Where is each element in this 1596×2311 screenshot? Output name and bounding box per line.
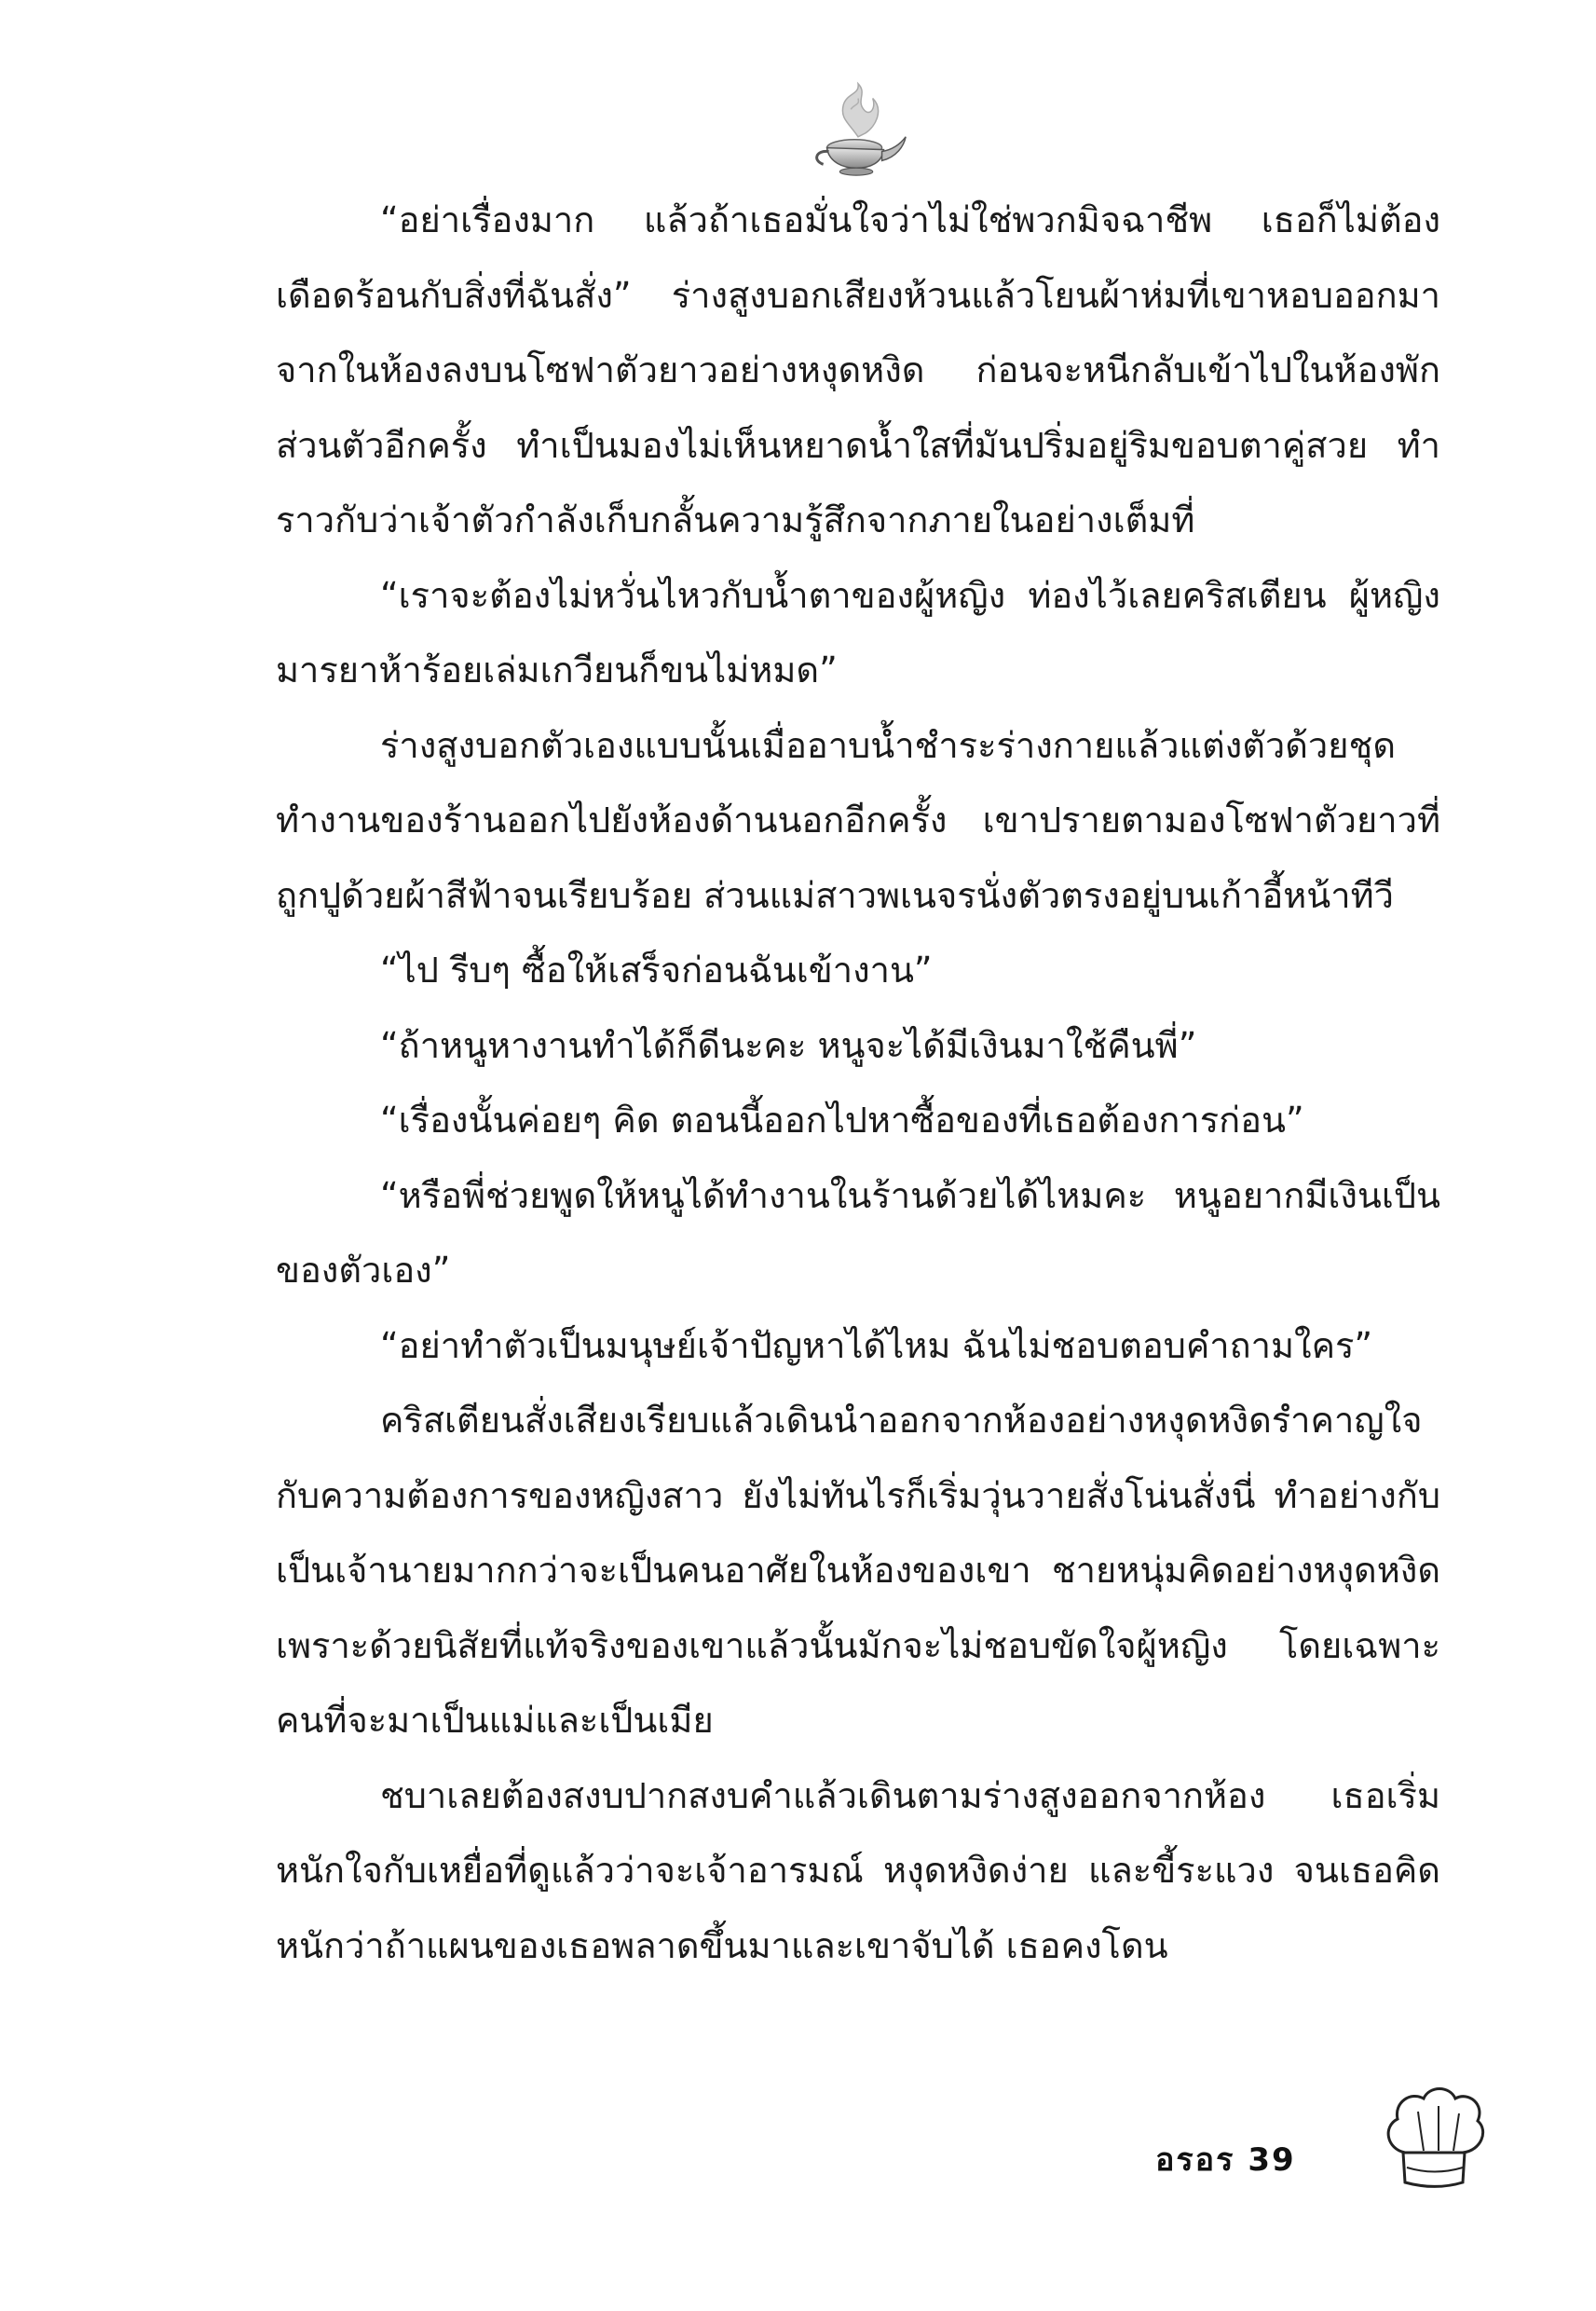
page-number: 39 bbox=[1248, 2141, 1296, 2179]
page-footer bbox=[1155, 2134, 1296, 2184]
chef-hat-icon bbox=[1377, 2078, 1489, 2197]
paragraph: “เราจะต้องไม่หวั่นไหวกับน้ำตาของผู้หญิง ท่องไว้เลยคริสเตียน ผู้หญิงมารยาห้าร้อยเล่มเกวียนก็ขนไม่หมด” bbox=[276, 574, 1440, 691]
paragraph: ร่างสูงบอกตัวเองแบบนั้นเมื่ออาบน้ำชำระร่างกายแล้วแต่งตัวด้วยชุดทำงานของร้านออกไปยังห้องด้านนอกอีกครั้ง เขาปรายตามองโซฟาตัวยาวที่ถูกปูด้วยผ้าสีฟ้าจนเรียบร้อย ส่วนแม่สาวพเนจรนั่งตัวตรงอยู่บนเก้าอี้หน้าทีวี bbox=[276, 724, 1440, 916]
author-name: อรอร bbox=[1155, 2141, 1235, 2179]
paragraph: “ไป รีบๆ ซื้อให้เสร็จก่อนฉันเข้างาน” bbox=[380, 950, 933, 991]
magic-lamp-icon bbox=[803, 73, 913, 183]
paragraph: คริสเตียนสั่งเสียงเรียบแล้วเดินนำออกจากห้องอย่างหงุดหงิดรำคาญใจกับความต้องการของหญิงสาว ยังไม่ทันไรก็เริ่มวุ่นวายสั่งโน่นสั่งนี่ ทำอย่างกับเป็นเจ้านายมากกว่าจะเป็นคนอาศัยในห้องของเขา ชายหนุ่มคิดอย่างหงุดหงิด เพราะด้วยนิสัยที่แท้จริงของเขาแล้วนั้นมักจะไม่ชอบขัดใจผู้หญิง โดยเฉพาะคนที่จะมาเป็นแม่และเป็นเมีย bbox=[276, 1400, 1440, 1741]
paragraph: ชบาเลยต้องสงบปากสงบคำแล้วเดินตามร่างสูงออกจากห้อง เธอเริ่มหนักใจกับเหยื่อที่ดูแล้วว่าจะเจ้าอารมณ์ หงุดหงิดง่าย และขี้ระแวง จนเธอคิดหนักว่าถ้าแผนของเธอพลาดขึ้นมาและเขาจับได้ เธอคงโดน bbox=[276, 1774, 1440, 1966]
paragraph: “อย่าเรื่องมาก แล้วถ้าเธอมั่นใจว่าไม่ใช่พวกมิจฉาชีพ เธอก็ไม่ต้องเดือดร้อนกับสิ่งที่ฉันสั่ง” ร่างสูงบอกเสียงห้วนแล้วโยนผ้าห่มที่เขาหอบออกมาจากในห้องลงบนโซฟาตัวยาวอย่างหงุดหงิด ก่อนจะหนีกลับเข้าไปในห้องพักส่วนตัวอีกครั้ง ทำเป็นมองไม่เห็นหยาดน้ำใสที่มันปริ่มอยู่ริมขอบตาคู่สวย ทำราวกับว่าเจ้าตัวกำลังเก็บกลั้นความรู้สึกจากภายในอย่างเต็มที่ bbox=[276, 199, 1440, 540]
paragraph: “ถ้าหนูหางานทำได้ก็ดีนะคะ หนูจะได้มีเงินมาใช้คืนพี่” bbox=[380, 1024, 1197, 1066]
paragraph: “หรือพี่ช่วยพูดให้หนูได้ทำงานในร้านด้วยได้ไหมคะ หนูอยากมีเงินเป็นของตัวเอง” bbox=[276, 1174, 1440, 1291]
paragraph: “อย่าทำตัวเป็นมนุษย์เจ้าปัญหาได้ไหม ฉันไม่ชอบตอบคำถามใคร” bbox=[380, 1324, 1373, 1366]
paragraph: “เรื่องนั้นค่อยๆ คิด ตอนนี้ออกไปหาซื้อของที่เธอต้องการก่อน” bbox=[380, 1100, 1304, 1141]
body-text bbox=[276, 183, 1440, 1983]
